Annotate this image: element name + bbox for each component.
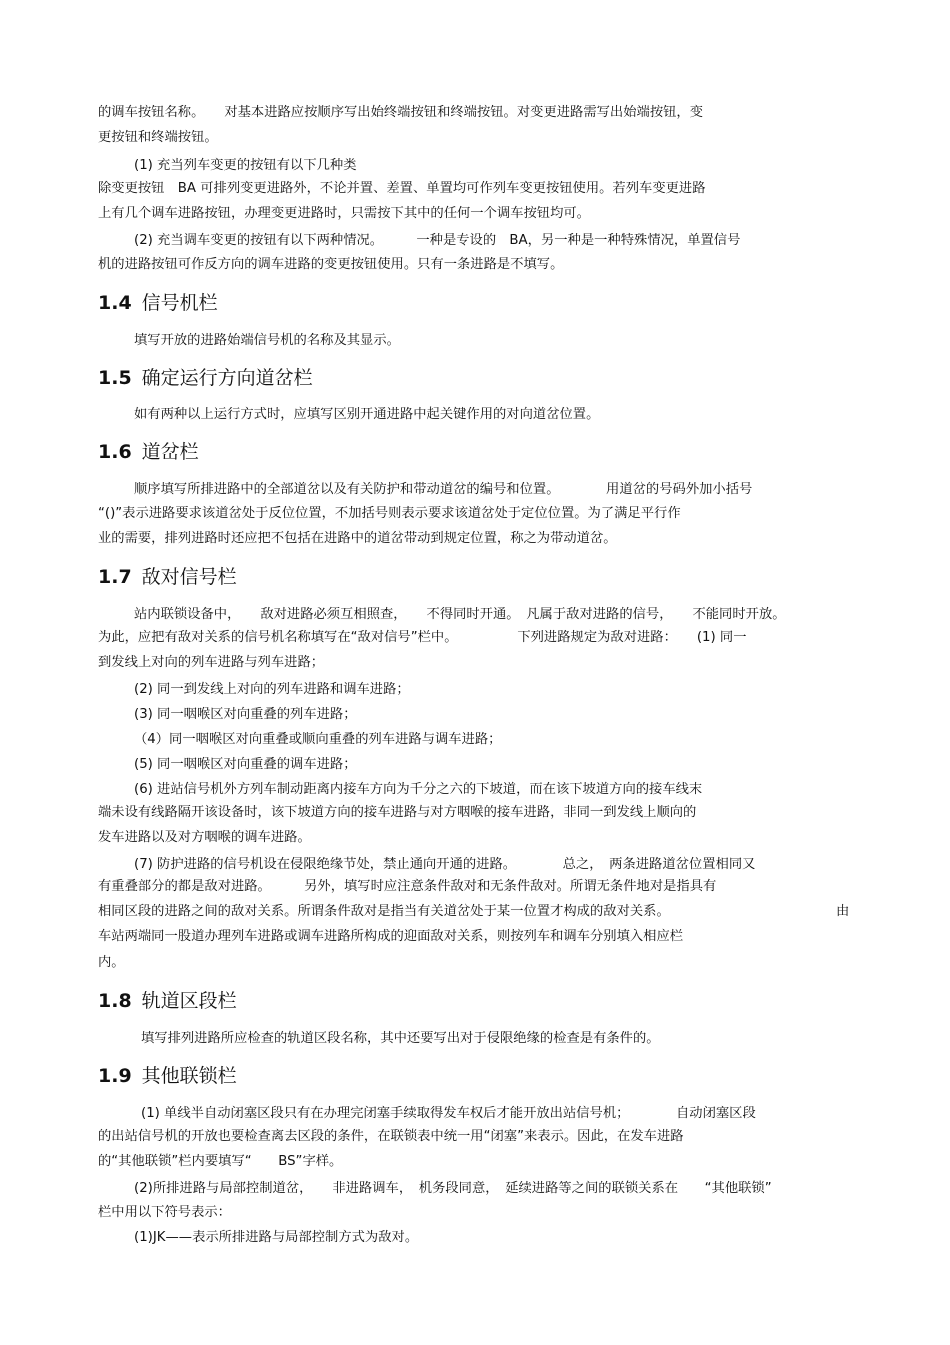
intro-line-2: 更按钮和终端按钮。 <box>98 130 218 145</box>
s17-line-10: 发车进路以及对方咽喉的调车进路。 <box>98 830 311 845</box>
section-heading-1-8 <box>98 989 237 1013</box>
s17-line-8: (6) 进站信号机外方列车制动距离内接车方向为千分之六的下坡道，而在该下坡道方向的接车线末 <box>134 782 703 797</box>
s19-line-4: (2)所排进路与局部控制道岔， 非进路调车， 机务段同意， 延续进路等之间的联锁关系在 “其他联锁” <box>134 1181 772 1196</box>
s19-line-5: 栏中用以下符号表示： <box>98 1205 231 1220</box>
section-heading-1-6 <box>98 440 199 464</box>
intro-line-4: 除变更按钮 BA 可排列变更进路外，不论并置、差置、单置均可作列车变更按钮使用。若列车变更进路 <box>98 181 706 196</box>
s19-line-2: 的出站信号机的开放也要检查离去区段的条件，在联锁表中统一用“闭塞”来表示。因此，在发车进路 <box>98 1129 684 1144</box>
s19-line-1: (1) 单线半自动闭塞区段只有在办理完闭塞手续取得发车权后才能开放出站信号机； 自动闭塞区段 <box>141 1106 756 1121</box>
section-heading-1-7 <box>98 565 237 589</box>
section-title: 其他联锁栏 <box>141 1065 237 1087</box>
section-number: 1.6 <box>98 441 132 463</box>
s17-line-3: 到发线上对向的列车进路与列车进路； <box>98 655 325 670</box>
section-number: 1.5 <box>98 367 132 389</box>
section-title: 轨道区段栏 <box>141 990 237 1012</box>
intro-line-6: (2) 充当调车变更的按钮有以下两种情况。 一种是专设的 BA，另一种是一种特殊情况，单置信号 <box>134 233 741 248</box>
intro-line-5: 上有几个调车进路按钮，办理变更进路时，只需按下其中的任何一个调车按钮均可。 <box>98 206 590 221</box>
section-title: 敌对信号栏 <box>141 566 237 588</box>
s14-line-1: 填写开放的进路始端信号机的名称及其显示。 <box>134 333 400 348</box>
s17-line-11: (7) 防护进路的信号机设在侵限绝缘节处，禁止通向开通的进路。 总之， 两条进路道岔位置相同又 <box>134 857 756 872</box>
s15-line-1: 如有两种以上运行方式时，应填写区别开通进路中起关键作用的对向道岔位置。 <box>134 407 600 422</box>
s19-line-3: 的“其他联锁”栏内要填写“ BS”字样。 <box>98 1154 343 1169</box>
s17-line-7: (5) 同一咽喉区对向重叠的调车进路； <box>134 757 357 772</box>
section-title: 确定运行方向道岔栏 <box>141 367 313 389</box>
intro-line-7: 机的进路按钮可作反方向的调车进路的变更按钮使用。只有一条进路是不填写。 <box>98 257 564 272</box>
section-heading-1-9 <box>98 1064 237 1088</box>
s17-line-12: 有重叠部分的都是敌对进路。 另外，填写时应注意条件敌对和无条件敌对。所谓无条件地对是指具有 <box>98 879 717 894</box>
s16-line-3: 业的需要，排列进路时还应把不包括在进路中的道岔带动到规定位置，称之为带动道岔。 <box>98 531 617 546</box>
section-heading-1-5 <box>98 366 313 390</box>
s17-line-13: 相同区段的进路之间的敌对关系。所谓条件敌对是指当有关道岔处于某一位置才构成的敌对关系。 <box>98 904 670 919</box>
s17-line-1: 站内联锁设备中， 敌对进路必须互相照查， 不得同时开通。 凡属于敌对进路的信号， 不能同时开放。 <box>134 607 786 622</box>
intro-line-1: 的调车按钮名称。 对基本进路应按顺序写出始终端按钮和终端按钮。对变更进路需写出始端按钮，变 <box>98 105 704 120</box>
s17-line-6: （4）同一咽喉区对向重叠或顺向重叠的列车进路与调车进路； <box>134 732 502 747</box>
s17-line-4: (2) 同一到发线上对向的列车进路和调车进路； <box>134 682 410 697</box>
s17-line-2: 为此，应把有敌对关系的信号机名称填写在“敌对信号”栏中。 下列进路规定为敌对进路： (1) 同一 <box>98 630 747 645</box>
section-title: 道岔栏 <box>141 441 199 463</box>
intro-line-3: (1) 充当列车变更的按钮有以下几种类 <box>134 158 357 173</box>
section-number: 1.7 <box>98 566 132 588</box>
s17-line-13-end: 由 <box>836 904 850 919</box>
s19-line-6: (1)JK——表示所排进路与局部控制方式为敌对。 <box>134 1230 419 1245</box>
section-heading-1-4 <box>98 291 218 315</box>
s16-line-2: “()”表示进路要求该道岔处于反位位置，不加括号则表示要求该道岔处于定位位置。为了满足平行作 <box>98 506 681 521</box>
s17-line-9: 端未设有线路隔开该设备时，该下坡道方向的接车进路与对方咽喉的接车进路，非同一到发线上顺向的 <box>98 805 697 820</box>
s18-line-1: 填写排列进路所应检查的轨道区段名称，其中还要写出对于侵限绝缘的检查是有条件的。 <box>141 1031 660 1046</box>
s17-line-14: 车站两端同一股道办理列车进路或调车进路所构成的迎面敌对关系，则按列车和调车分别填入相应栏 <box>98 929 684 944</box>
section-number: 1.9 <box>98 1065 132 1087</box>
section-number: 1.4 <box>98 292 132 314</box>
s17-line-5: (3) 同一咽喉区对向重叠的列车进路； <box>134 707 357 722</box>
s16-line-1: 顺序填写所排进路中的全部道岔以及有关防护和带动道岔的编号和位置。 用道岔的号码外加小括号 <box>134 482 753 497</box>
s17-line-15: 内。 <box>98 955 125 970</box>
section-number: 1.8 <box>98 990 132 1012</box>
section-title: 信号机栏 <box>141 292 218 314</box>
